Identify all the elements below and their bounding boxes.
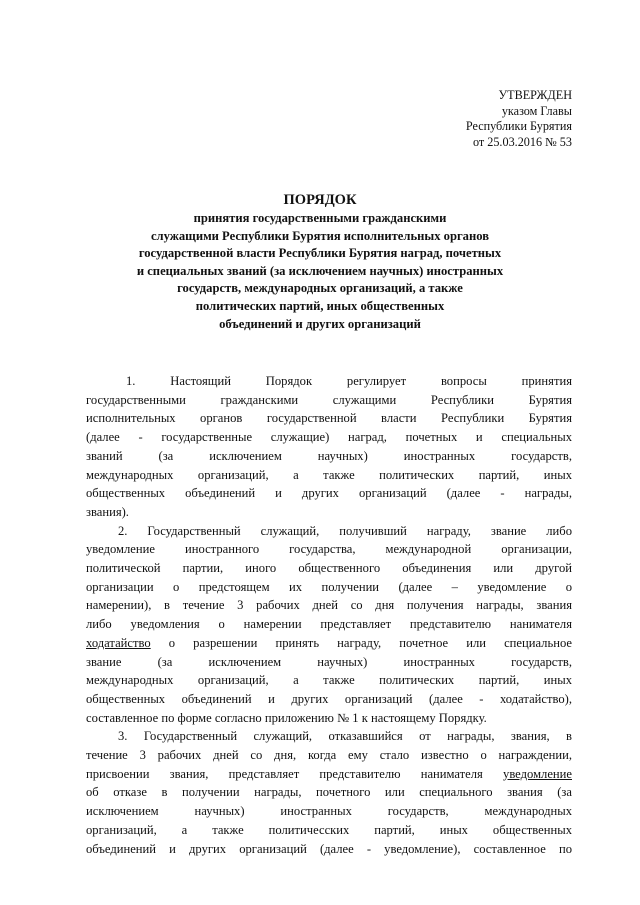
subtitle-line: объединений и других организаций bbox=[219, 316, 421, 331]
approval-line: УТВЕРЖДЕН bbox=[498, 88, 572, 102]
text-line: званий (за исключением научных) иностранных государств, bbox=[86, 448, 572, 463]
text-fragment: о разрешении принять награду, почетное или специальное bbox=[150, 635, 572, 650]
underlined-term: ходатайство bbox=[86, 635, 151, 650]
text-line: исключением научных) иностранных государств, международных bbox=[86, 804, 572, 819]
text-line: 2. Государственный служащий, получивший награду, звание либо bbox=[118, 523, 572, 538]
text-line: (далее - государственные служащие) наград, почетных и специальных bbox=[86, 430, 572, 445]
subtitle-line: государственной власти Республики Бурятия наград, почетных bbox=[138, 246, 502, 261]
text-line: государственными гражданскими служащими Республики Бурятия bbox=[86, 392, 572, 407]
subtitle-line: принятия государственными гражданскими bbox=[193, 211, 447, 225]
text-line: международных организаций, а также политических партий, иных bbox=[86, 467, 572, 482]
text-line bbox=[86, 765, 572, 784]
approval-line: указом Главы bbox=[501, 103, 572, 118]
text-line: течение 3 рабочих дней со дня, когда ему стало известно о награждении, bbox=[86, 748, 572, 763]
text-line: об отказе в получении награды, почетного или специального звания (за bbox=[86, 785, 572, 800]
text-line: либо уведомления о намерении представляет представителю нанимателя bbox=[86, 617, 572, 632]
document-body bbox=[86, 372, 572, 858]
text-line: общественных объединений и других организаций (далее - ходатайство), bbox=[86, 691, 572, 706]
document-title: ПОРЯДОК bbox=[283, 192, 357, 208]
approval-line: от 25.03.2016 № 53 bbox=[472, 134, 572, 149]
text-line: организации о предстоящем их получении (далее – уведомление о bbox=[86, 579, 572, 594]
text-line: звание (за исключением научных) иностранных государств, bbox=[86, 654, 572, 669]
approval-stamp bbox=[466, 88, 572, 150]
text-fragment: присвоении звания, представляет представителю нанимателя bbox=[86, 766, 504, 781]
text-line bbox=[86, 634, 572, 653]
text-line: объединений и других организаций (далее - уведомление), составленное по bbox=[86, 841, 572, 856]
underlined-term: уведомление bbox=[503, 766, 572, 781]
text-line: исполнительных органов государственной власти Республики Бурятия bbox=[86, 411, 572, 426]
subtitle-line: государств, международных организаций, а также bbox=[177, 281, 463, 296]
paragraph-2 bbox=[86, 522, 572, 728]
subtitle-line: и специальных званий (за исключением научных) иностранных bbox=[136, 263, 504, 278]
subtitle-line: политических партий, иных общественных bbox=[195, 298, 445, 313]
text-line: составленное по форме согласно приложению № 1 к настоящему Порядку. bbox=[86, 710, 487, 725]
document-subtitle bbox=[80, 210, 560, 333]
text-line: уведомление иностранного государства, международной организации, bbox=[86, 542, 572, 557]
text-line: 1. Настоящий Порядок регулирует вопросы принятия bbox=[126, 374, 572, 388]
text-line: общественных объединений и других организаций (далее - награды, bbox=[86, 486, 572, 501]
text-line: международных организаций, а также политических партий, иных bbox=[86, 673, 572, 688]
approval-line: Республики Бурятия bbox=[465, 119, 572, 134]
text-line: намерении), в течение 3 рабочих дней со дня получения награды, звания bbox=[86, 598, 572, 613]
text-line: организаций, а также политичесских партий, иных общественных bbox=[86, 822, 572, 837]
subtitle-line: служащими Республики Бурятия исполнительных органов bbox=[150, 228, 490, 243]
text-line: звания). bbox=[86, 504, 129, 519]
paragraph-1 bbox=[86, 372, 572, 522]
text-line: 3. Государственный служащий, отказавшийся от награды, звания, в bbox=[118, 729, 572, 744]
text-line: политической партии, иного общественного объединения или другой bbox=[86, 561, 572, 576]
paragraph-3 bbox=[86, 727, 572, 858]
